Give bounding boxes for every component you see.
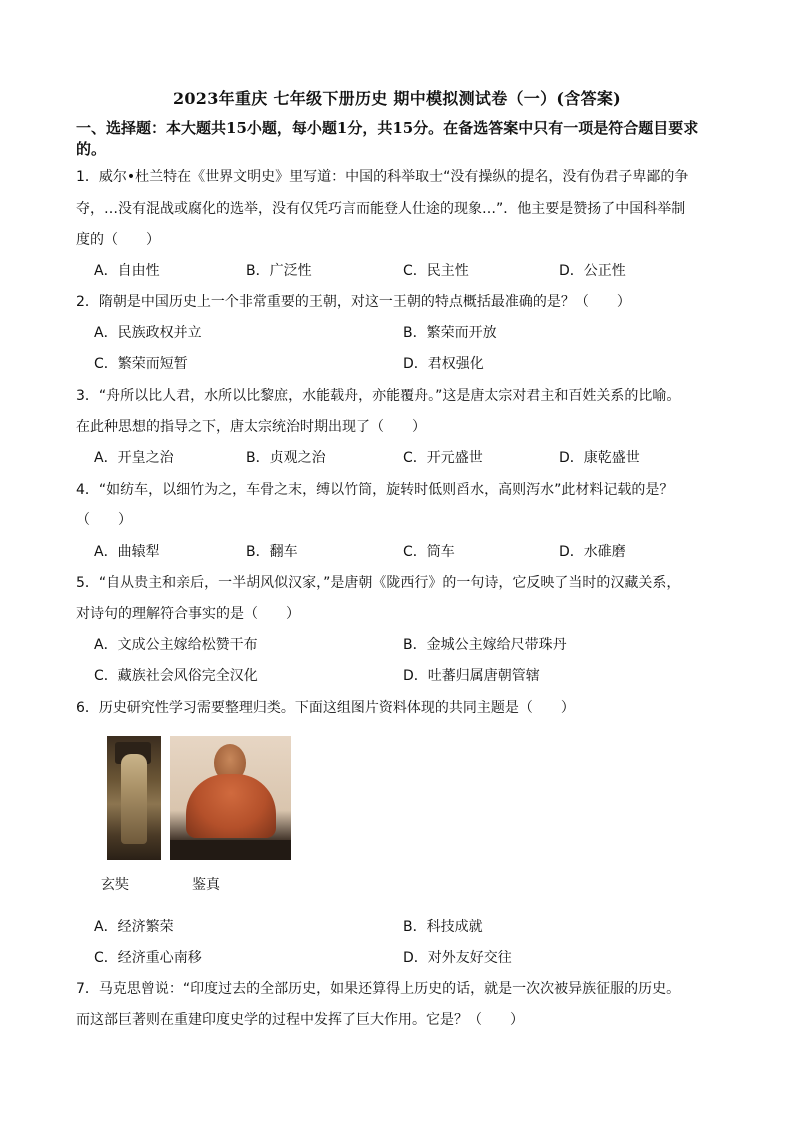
section-heading: 一、选择题：本大题共15小题，每小题1分，共15分。在备选答案中只有一项是符合题目要求的。 [76, 119, 699, 158]
jianzhen-image [170, 736, 291, 860]
question-4-option-c[interactable]: C．筒车 [403, 544, 455, 560]
question-6-option-a[interactable]: A．经济繁荣 [94, 919, 174, 935]
question-3-line-1: 3．“舟所以比人君，水所以比黎庶，水能载舟，亦能覆舟。”这是唐太宗对君主和百姓关系的比喻。 [76, 388, 681, 404]
question-5-option-c[interactable]: C．藏族社会风俗完全汉化 [94, 668, 258, 684]
question-1-option-b[interactable]: B．广泛性 [246, 263, 312, 279]
question-6-line-1: 6．历史研究性学习需要整理归类。下面这组图片资料体现的共同主题是（ ） [76, 700, 575, 716]
question-6-option-b[interactable]: B．科技成就 [403, 919, 483, 935]
question-5-option-b[interactable]: B．金城公主嫁给尺带珠丹 [403, 637, 567, 653]
question-3-option-d[interactable]: D．康乾盛世 [559, 450, 640, 466]
question-6-option-c[interactable]: C．经济重心南移 [94, 950, 202, 966]
question-2-option-a[interactable]: A．民族政权并立 [94, 325, 202, 341]
question-7-line-1: 7．马克思曾说：“印度过去的全部历史，如果还算得上历史的话，就是一次次被异族征服的历史。 [76, 981, 681, 997]
question-5-line-2: 对诗句的理解符合事实的是（ ） [76, 606, 300, 622]
question-1-line-3: 度的（ ） [76, 232, 160, 248]
question-2-option-b[interactable]: B．繁荣而开放 [403, 325, 497, 341]
caption-xuanzang: 玄奘 [101, 877, 129, 893]
question-7-line-2: 而这部巨著则在重建印度史学的过程中发挥了巨大作用。它是？（ ） [76, 1012, 524, 1028]
question-4-line-1: 4．“如纺车，以细竹为之，车骨之末，缚以竹筒，旋转时低则舀水，高则泻水”此材料记载的是？ [76, 482, 674, 498]
question-1-line-1: 1．威尔•杜兰特在《世界文明史》里写道：中国的科举取士“没有操纵的提名，没有伪君子卑鄙的争 [76, 169, 689, 185]
page-title: 2023年重庆 七年级下册历史 期中模拟测试卷（一）(含答案) [172, 89, 622, 108]
question-2-option-c[interactable]: C．繁荣而短暂 [94, 356, 188, 372]
caption-jianzhen: 鉴真 [192, 877, 220, 893]
xuanzang-image [107, 736, 161, 860]
question-3-option-c[interactable]: C．开元盛世 [403, 450, 483, 466]
question-3-option-a[interactable]: A．开皇之治 [94, 450, 174, 466]
question-3-option-b[interactable]: B．贞观之治 [246, 450, 326, 466]
question-1-option-a[interactable]: A．自由性 [94, 263, 160, 279]
question-2-line-1: 2．隋朝是中国历史上一个非常重要的王朝，对这一王朝的特点概括最准确的是？（ ） [76, 294, 631, 310]
question-2-option-d[interactable]: D．君权强化 [403, 356, 484, 372]
question-4-option-b[interactable]: B．翻车 [246, 544, 298, 560]
question-1-line-2: 夺，…没有混战或腐化的选举，没有仅凭巧言而能登人仕途的现象…”．他主要是赞扬了中国科举制 [76, 201, 686, 217]
question-4-line-2: （ ） [76, 512, 132, 528]
question-1-option-c[interactable]: C．民主性 [403, 263, 469, 279]
question-4-option-a[interactable]: A．曲辕犁 [94, 544, 160, 560]
question-5-line-1: 5．“自从贵主和亲后，一半胡风似汉家，”是唐朝《陇西行》的一句诗，它反映了当时的汉藏关系， [76, 575, 681, 591]
question-1-option-d[interactable]: D．公正性 [559, 263, 626, 279]
question-3-line-2: 在此种思想的指导之下，唐太宗统治时期出现了（ ） [76, 419, 426, 435]
question-4-option-d[interactable]: D．水碓磨 [559, 544, 626, 560]
question-6-option-d[interactable]: D．对外友好交往 [403, 950, 512, 966]
question-5-option-a[interactable]: A．文成公主嫁给松赞干布 [94, 637, 258, 653]
question-5-option-d[interactable]: D．吐蕃归属唐朝管辖 [403, 668, 540, 684]
